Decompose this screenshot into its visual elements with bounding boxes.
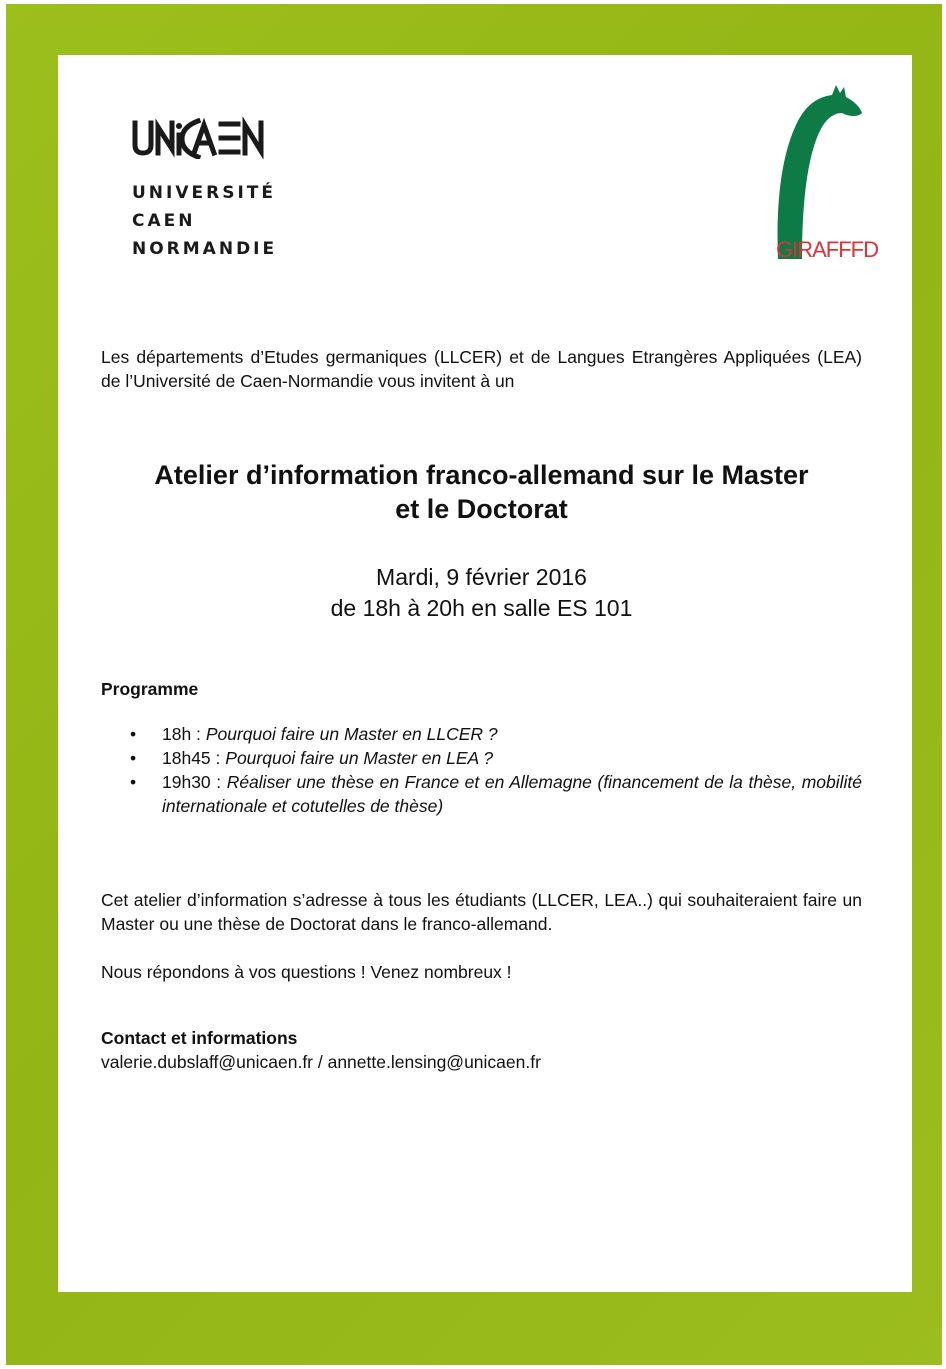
unicaen-line-1: UNIVERSITÉ: [132, 183, 276, 203]
unicaen-logo: [132, 117, 292, 267]
programme-list: [101, 722, 862, 818]
programme-item-topic: Pourquoi faire un Master en LLCER ?: [205, 724, 498, 744]
giraffe-logo: [762, 79, 878, 269]
contact-emails: valerie.dubslaff@unicaen.fr / annette.lensing@unicaen.fr: [101, 1052, 541, 1072]
programme-item: [101, 746, 862, 770]
unicaen-line-2: CAEN: [132, 211, 196, 231]
title-line-2: et le Doctorat: [395, 494, 568, 524]
bullet-icon: •: [130, 772, 137, 792]
programme-item-time: 18h :: [162, 724, 201, 744]
programme-item-topic: Pourquoi faire un Master en LEA ?: [225, 748, 494, 768]
programme-item: [101, 722, 862, 746]
call-to-action: Nous répondons à vos questions ! Venez nombreux !: [101, 962, 512, 982]
green-page-frame: [6, 4, 942, 1365]
programme-heading: Programme: [101, 679, 199, 699]
event-date-block: [101, 562, 862, 624]
programme-item-topic: Réaliser une thèse en France et en Allemagne (financement de la thèse, mobilité internationale et cotutelles de thèse): [162, 772, 863, 816]
programme-item: [101, 770, 862, 818]
unicaen-wordmark-logo: [132, 117, 267, 159]
event-time-place: de 18h à 20h en salle ES 101: [330, 595, 633, 621]
giraffe-wordmark: GIRAFFFD: [776, 237, 878, 262]
unicaen-name: [132, 179, 277, 263]
unicaen-line-3: NORMANDIE: [132, 239, 278, 259]
contact-heading: Contact et informations: [101, 1028, 298, 1048]
programme-item-time: 18h45 :: [162, 748, 221, 768]
event-date: Mardi, 9 février 2016: [376, 564, 587, 590]
audience-paragraph: Cet atelier d’information s’adresse à tous les étudiants (LLCER, LEA..) qui souhaiteraient faire un Master ou une thèse de Doctorat dans le franco-allemand.: [101, 890, 862, 934]
bullet-icon: •: [130, 724, 137, 744]
title-line-1: Atelier d’information franco-allemand sur le Master: [154, 460, 809, 490]
bullet-icon: •: [130, 748, 137, 768]
programme-item-time: 19h30 :: [162, 772, 222, 792]
page-title: [101, 458, 862, 526]
flyer-sheet: [58, 55, 912, 1292]
intro-paragraph: Les départements d’Etudes germaniques (LLCER) et de Langues Etrangères Appliquées (LEA) de l’Université de Caen-Normandie vous invitent à un: [101, 347, 862, 391]
